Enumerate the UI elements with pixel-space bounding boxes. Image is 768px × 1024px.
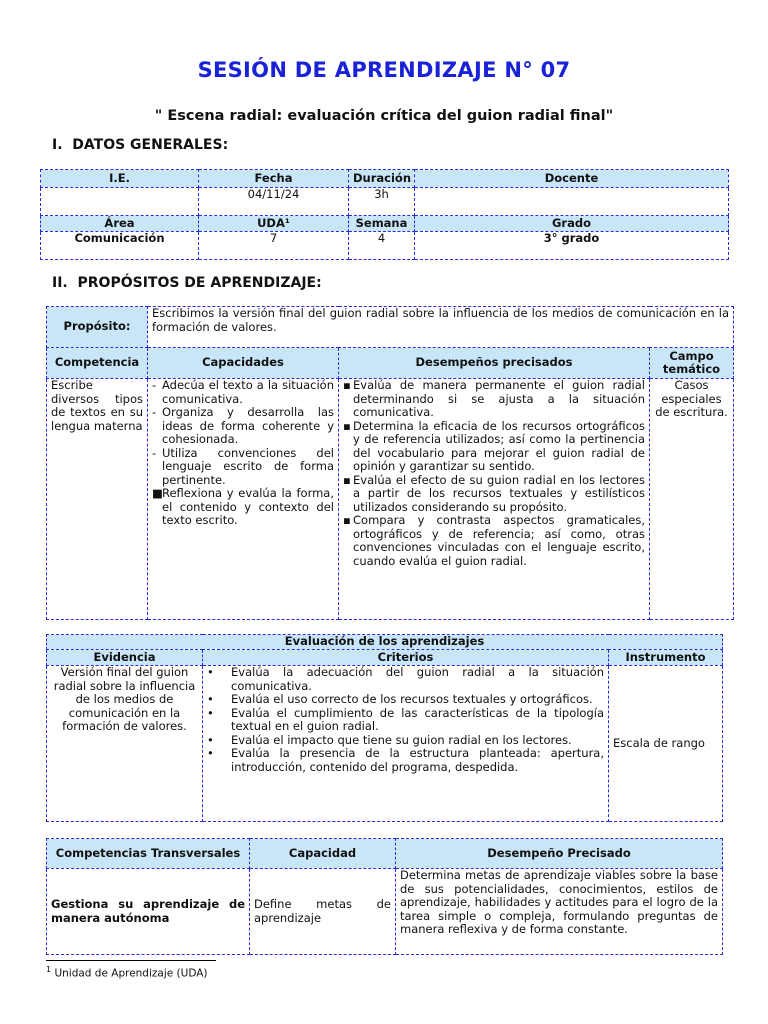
list-item: • Evalúa la presencia de la estructura planteada: apertura, introducción, contenido del programa, despedida. <box>207 746 604 774</box>
header-docente: Docente <box>415 170 729 188</box>
transversal-table <box>46 838 723 955</box>
header-instrumento: Instrumento <box>609 650 723 666</box>
propositos-table <box>46 306 734 620</box>
header-grado: Grado <box>415 216 729 232</box>
footnote-mark: 1 <box>46 965 52 974</box>
header-criterios: Criterios <box>203 650 609 666</box>
list-item: • Evalúa la adecuación del guion radial a la situación comunicativa. <box>207 665 604 693</box>
section-heading-datos <box>52 137 228 153</box>
header-capacidad: Capacidad <box>250 839 396 869</box>
header-competencias-transversales: Competencias Transversales <box>47 839 250 869</box>
capacidades-list <box>152 379 334 528</box>
bullet: - <box>152 378 157 392</box>
evaluacion-table <box>46 634 723 822</box>
value-area: Comunicación <box>41 232 199 260</box>
section-number: I. <box>52 137 63 153</box>
list-item: • Evalúa el cumplimiento de las características de la tipología textual en el guion radial. <box>207 705 604 733</box>
value-duracion: 3h <box>349 188 415 216</box>
list-item: ▪ Compara y contrasta aspectos gramaticales, ortográficos y de referencia; así como, otras convenciones vinculadas con el lenguaje escrito, cuando evalúa el guion radial. <box>343 513 645 568</box>
evidencia-text: Versión final del guion radial sobre la influencia de los medios de comunicación en la formación de valores. <box>47 666 203 822</box>
list-item: • Evalúa el impacto que tiene su guion radial en los lectores. <box>207 732 572 747</box>
value-fecha: 04/11/24 <box>199 188 349 216</box>
footnote-divider <box>46 960 216 961</box>
campo-tematico: Casos especiales de escritura. <box>650 379 734 620</box>
transversal-desempeno: Determina metas de aprendizaje viables sobre la base de sus potencialidades, conocimientos, estilos de aprendizaje, habilidades y actitudes para el logro de la tarea simple o compleja, formulando preguntas de manera reflexiva y de forma constante. <box>396 869 723 955</box>
criterios-list <box>207 666 604 774</box>
footnote <box>46 965 208 980</box>
header-ie: I.E. <box>41 170 199 188</box>
header-semana: Semana <box>349 216 415 232</box>
value-ie <box>41 188 199 216</box>
proposito-label: Propósito: <box>47 307 148 348</box>
section-title: DATOS GENERALES: <box>72 137 229 153</box>
footnote-text: Unidad de Aprendizaje (UDA) <box>54 967 208 980</box>
evaluacion-title: Evaluación de los aprendizajes <box>47 635 723 650</box>
bullet: - <box>152 405 157 419</box>
list-item: ■ Reflexiona y evalúa la forma, el contenido y contexto del texto escrito. <box>152 486 334 527</box>
list-item: ▪ Evalúa el efecto de su guion radial en los lectores a partir de los recursos textuales y estilísticos utilizados considerando su propósito. <box>343 472 645 514</box>
section-heading-propositos <box>52 275 322 291</box>
desempenos-list <box>343 379 645 568</box>
header-duracion: Duración <box>349 170 415 188</box>
value-grado: 3° grado <box>415 232 729 260</box>
header-fecha: Fecha <box>199 170 349 188</box>
header-campo: Campo temático <box>650 348 734 379</box>
bullet: ■ <box>152 486 163 500</box>
bullet: - <box>152 445 157 460</box>
list-item: - Utiliza convenciones del lenguaje escrito de forma pertinente. <box>152 445 334 487</box>
proposito-text: Escribimos la versión final del guion radial sobre la influencia de los medios de comunicación en la formación de valores. <box>148 307 734 348</box>
instrumento-text: Escala de rango <box>609 666 723 822</box>
header-desempenos: Desempeños precisados <box>339 348 650 379</box>
list-item: - Adecúa el texto a la situación comunicativa. <box>152 378 334 406</box>
session-subtitle: " Escena radial: evaluación crítica del guion radial final" <box>154 108 614 124</box>
datos-generales-table <box>40 169 729 260</box>
desempenos-cell <box>339 379 650 620</box>
capacidades-cell <box>148 379 339 620</box>
header-competencia: Competencia <box>47 348 148 379</box>
list-item: - Organiza y desarrolla las ideas de forma coherente y cohesionada. <box>152 405 334 446</box>
header-desempeno-precisado: Desempeño Precisado <box>396 839 723 869</box>
header-uda: UDA¹ <box>199 216 349 232</box>
criterios-cell <box>203 666 609 822</box>
section-number: II. <box>52 275 68 291</box>
section-title: PROPÓSITOS DE APRENDIZAJE: <box>77 275 322 291</box>
value-semana: 4 <box>349 232 415 260</box>
transversal-competencia: Gestiona su aprendizaje de manera autónoma <box>47 869 250 955</box>
header-evidencia: Evidencia <box>47 650 203 666</box>
value-docente <box>415 188 729 216</box>
list-item: ▪ Evalúa de manera permanente el guion radial determinando si se ajusta a la situación comunicativa. <box>343 378 645 419</box>
page-title: SESIÓN DE APRENDIZAJE N° 07 <box>197 58 571 82</box>
value-uda: 7 <box>199 232 349 260</box>
competencia-text: Escribe diversos tipos de textos en su lengua materna <box>47 379 148 620</box>
header-area: Área <box>41 216 199 232</box>
header-capacidades: Capacidades <box>148 348 339 379</box>
list-item: • Evalúa el uso correcto de los recursos textuales y ortográficos. <box>207 692 593 706</box>
list-item: ▪ Determina la eficacia de los recursos ortográficos y de referencia utilizados; así como la pertinencia del vocabulario para mejorar el guion radial de opinión y garantizar su sentido. <box>343 418 645 473</box>
transversal-capacidad: Define metas de aprendizaje <box>250 869 396 955</box>
